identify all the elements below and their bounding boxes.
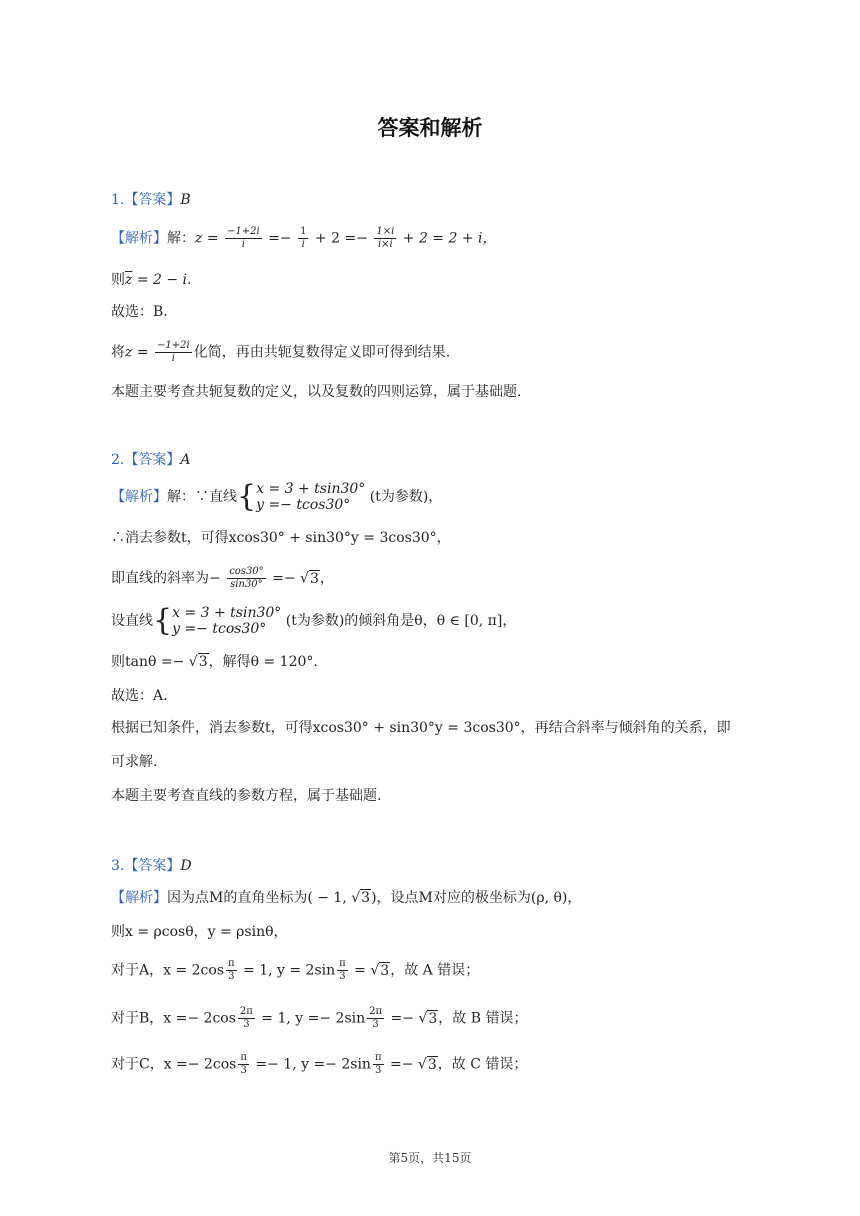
q2-answer: A — [180, 452, 191, 468]
q1-text: 化简，再由共轭复数得定义即可得到结果. — [193, 344, 451, 361]
q3-text: = 1, y =− 2sin — [256, 1010, 366, 1027]
q2-text: (t为参数)的倾斜角是θ，θ ∈ [0, π]， — [281, 613, 517, 629]
q2-solution-line-5 — [111, 650, 318, 674]
q2-math: =− — [267, 570, 301, 587]
q2-sqrt-sign: √ — [188, 654, 198, 670]
q3-fraction-1: $\frac{\pi}{3}$ — [228, 958, 235, 982]
q3-fraction-5: $\frac{\pi}{3}$ — [240, 1052, 247, 1076]
q3-fraction-3: $\frac{2\pi}{3}$ — [239, 1006, 253, 1030]
q1-math: z = — [125, 344, 154, 361]
q3-text: ，故 B 错误； — [438, 1010, 528, 1027]
q3-sqrt: 3 — [427, 1056, 437, 1073]
q3-sqrt-sign: √ — [351, 890, 361, 906]
q3-answer: D — [180, 858, 192, 874]
q3-text: 对于A，x = 2cos — [111, 962, 224, 979]
q2-text: ， — [319, 570, 334, 587]
q1-answer-line — [111, 188, 191, 212]
q2-equation-system-1: x = 3 + tsin30° y =− tcos30° — [256, 481, 366, 513]
q2-answer-line — [111, 448, 190, 472]
q1-answer: B — [180, 192, 191, 208]
q3-text: = 1, y = 2sin — [238, 962, 336, 979]
page-title: 答案和解析 — [377, 116, 483, 140]
q3-fraction-2: $\frac{\pi}{3}$ — [339, 958, 346, 982]
q1-solution-line-3: 故选：B. — [111, 304, 168, 320]
q3-solution-line-3 — [111, 958, 479, 983]
q3-sqrt: 3 — [361, 890, 371, 906]
q3-text: =− — [386, 1010, 419, 1027]
q3-text: = — [349, 962, 371, 979]
q3-text: 对于C，x =− 2cos — [111, 1056, 237, 1073]
q1-math: =− — [263, 230, 297, 247]
q3-number: 3. — [111, 858, 125, 874]
q2-solution-line-6: 故选：A. — [111, 688, 168, 704]
q3-fraction-4: $\frac{2\pi}{3}$ — [369, 1006, 383, 1030]
q3-text: ，故 A 错误； — [390, 962, 480, 979]
q3-text: 对于B，x =− 2cos — [111, 1010, 236, 1027]
q2-text: (t为参数)， — [365, 489, 443, 505]
q3-solution-line-4 — [111, 1006, 528, 1031]
q1-solution-line-1 — [111, 226, 497, 251]
q2-solution-line-8: 可求解. — [111, 754, 158, 770]
q2-equation-system-2: x = 3 + tsin30° y =− tcos30° — [172, 605, 282, 637]
q2-solution-line-4 — [111, 604, 516, 638]
q1-zbar: $\overline{z}$ — [125, 272, 133, 288]
q3-text: =− 1, y =− 2sin — [250, 1056, 371, 1073]
q2-solution-line-2: ∴消去参数t，可得xcos30° + sin30°y = 3cos30°， — [111, 530, 451, 546]
q2-brace-2: { — [153, 603, 173, 638]
q1-answer-tag: 【答案】 — [124, 192, 181, 208]
q2-sqrt: 3 — [198, 654, 208, 670]
q2-fraction-1: $\frac{\cos 30^\circ}{\sin 30^\circ}$ — [229, 566, 264, 590]
q2-brace-1: { — [237, 479, 257, 514]
q1-math: + 2 = 2 + i， — [398, 230, 497, 247]
q2-solution-line-7: 根据已知条件，消去参数t，可得xcos30° + sin30°y = 3cos30°，再结合斜率与倾斜角的关系，即 — [111, 720, 731, 736]
q2-text: 则tanθ =− — [111, 654, 189, 670]
q3-text: ，故 C 错误； — [437, 1056, 528, 1073]
q1-math: + 2 =− — [310, 230, 373, 247]
q1-text: 则 — [111, 272, 125, 288]
q3-text: =− — [385, 1056, 418, 1073]
q1-fraction-4: $\frac{-1+2i}{i}$ — [157, 340, 190, 364]
q2-sqrt: 3 — [309, 570, 319, 587]
q2-solution-line-1 — [111, 480, 442, 514]
q1-math: z = — [195, 230, 224, 247]
q2-text: ，解得θ = 120°. — [208, 654, 318, 670]
q3-answer-tag: 【答案】 — [124, 858, 181, 874]
q3-text: 因为点M的直角坐标为( − 1, — [167, 890, 352, 906]
q1-number: 1. — [111, 192, 125, 208]
q3-sqrt: 3 — [380, 962, 390, 979]
q3-sqrt-sign: √ — [417, 1056, 427, 1073]
q1-fraction-3: $\frac{1\times i}{i\times i}$ — [376, 226, 395, 250]
q2-text: 即直线的斜率为− — [111, 570, 226, 587]
q1-fraction-1: $\frac{-1+2i}{i}$ — [227, 226, 260, 250]
q3-jiexi-tag: 【解析】 — [111, 890, 167, 906]
q3-solution-line-5 — [111, 1052, 527, 1077]
q3-text: )，设点M对应的极坐标为(ρ, θ)， — [371, 890, 582, 906]
q3-solution-line-2: 则x = ρcosθ，y = ρsinθ， — [111, 924, 288, 940]
q3-sqrt-sign: √ — [418, 1010, 428, 1027]
q3-solution-line-1 — [111, 886, 581, 910]
q1-solution-line-2 — [111, 268, 192, 292]
q3-sqrt-sign: √ — [370, 962, 380, 979]
q2-answer-tag: 【答案】 — [124, 452, 181, 468]
q3-answer-line — [111, 854, 192, 878]
q3-fraction-6: $\frac{\pi}{3}$ — [374, 1052, 382, 1076]
q2-solution-line-9: 本题主要考查直线的参数方程，属于基础题. — [111, 788, 382, 804]
q1-solution-line-4 — [111, 340, 450, 365]
q1-fraction-2: $\frac{1}{i}$ — [300, 226, 307, 250]
q3-sqrt: 3 — [428, 1010, 438, 1027]
q1-jiexi-tag: 【解析】 — [111, 230, 167, 247]
q2-sqrt-sign: √ — [300, 570, 309, 587]
page-footer: 第5页，共15页 — [388, 1151, 472, 1165]
q1-text: 解： — [167, 230, 195, 247]
q1-text: 将 — [111, 344, 125, 361]
q2-text: 解：∵直线 — [167, 489, 237, 505]
q2-text: 设直线 — [111, 613, 153, 629]
q2-number: 2. — [111, 452, 125, 468]
q2-solution-line-3 — [111, 566, 334, 591]
q1-math: = 2 − i. — [132, 272, 192, 288]
q2-jiexi-tag: 【解析】 — [111, 489, 167, 505]
q1-solution-line-5: 本题主要考查共轭复数的定义，以及复数的四则运算，属于基础题. — [111, 384, 522, 400]
